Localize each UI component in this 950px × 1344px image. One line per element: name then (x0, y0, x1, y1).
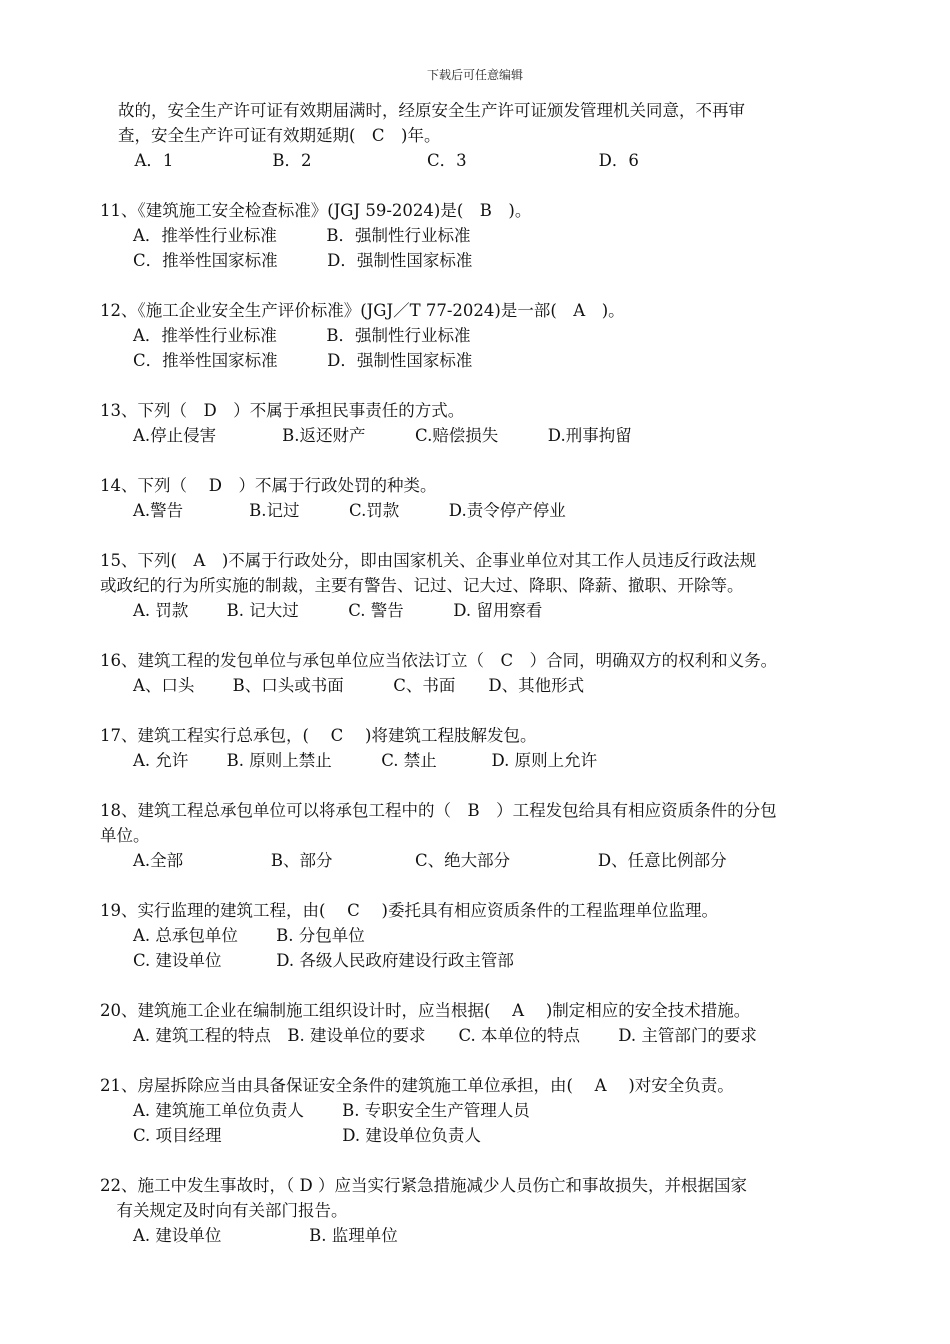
question-stem-line: 13、下列（ D ）不属于承担民事责任的方式。 (100, 401, 465, 420)
question-stem-line: 17、建筑工程实行总承包，( C )将建筑工程肢解发包。 (100, 726, 537, 745)
question-options-line: A.警告 B.记过 C.罚款 D.责令停产停业 (100, 501, 566, 520)
question-options-line: A. 建筑施工单位负责人 B. 专职安全生产管理人员 (100, 1101, 530, 1120)
page-header: 下载后可任意编辑 (426, 68, 523, 82)
question-stem-line: 12、《施工企业安全生产评价标准》(JGJ／T 77-2024)是一部( A )。 (100, 301, 625, 320)
question-options-line: C．推举性国家标准 D．强制性国家标准 (100, 351, 473, 370)
question-options-line: A. 允许 B. 原则上禁止 C. 禁止 D. 原则上允许 (100, 751, 598, 770)
intro-options: A．1 B．2 C．3 D．6 (118, 151, 639, 170)
question-stem-line: 或政纪的行为所实施的制裁，主要有警告、记过、记大过、降职、降薪、撤职、开除等。 (100, 576, 744, 595)
question-stem-line: 14、下列（ D ）不属于行政处罚的种类。 (100, 476, 437, 495)
question-options-line: A. 罚款 B. 记大过 C. 警告 D. 留用察看 (100, 601, 543, 620)
question-item (100, 898, 860, 973)
question-options-line: A．推举性行业标准 B．强制性行业标准 (100, 226, 471, 245)
question-item (100, 1073, 860, 1148)
question-stem-line: 21、房屋拆除应当由具备保证安全条件的建筑施工单位承担，由( A )对安全负责。 (100, 1076, 734, 1095)
question-stem-line: 15、下列( A )不属于行政处分，即由国家机关、企事业单位对其工作人员违反行政法规 (100, 551, 757, 570)
question-options-line: A. 总承包单位 B. 分包单位 (100, 926, 365, 945)
question-item (100, 473, 860, 523)
question-options-line: A.停止侵害 B.返还财产 C.赔偿损失 D.刑事拘留 (100, 426, 632, 445)
question-options-line: A. 建设单位 B. 监理单位 (100, 1226, 398, 1245)
question-item (100, 998, 860, 1048)
question-item (100, 398, 860, 448)
question-stem-line: 16、建筑工程的发包单位与承包单位应当依法订立（ C ）合同，明确双方的权利和义务。 (100, 651, 778, 670)
question-item (100, 298, 860, 373)
question-item (100, 548, 860, 623)
intro-line-2: 查，安全生产许可证有效期延期( C )年。 (118, 126, 441, 145)
question-item (100, 648, 860, 698)
question-options-line: C．推举性国家标准 D．强制性国家标准 (100, 251, 473, 270)
question-item (100, 798, 860, 873)
question-item (100, 198, 860, 273)
question-options-line: C. 建设单位 D. 各级人民政府建设行政主管部 (100, 951, 514, 970)
question-stem-line: 单位。 (100, 826, 150, 845)
question-stem-line: 22、施工中发生事故时，（ D ）应当实行紧急措施减少人员伤亡和事故损失，并根据国家 (100, 1176, 747, 1195)
question-options-line: A.全部 B、部分 C、绝大部分 D、任意比例部分 (100, 851, 727, 870)
question-options-line: A. 建筑工程的特点 B. 建设单位的要求 C. 本单位的特点 D. 主管部门的要求 (100, 1026, 757, 1045)
question-stem-line: 18、建筑工程总承包单位可以将承包工程中的（ B ）工程发包给具有相应资质条件的分包 (100, 801, 777, 820)
question-options-line: A．推举性行业标准 B．强制性行业标准 (100, 326, 471, 345)
question-list (100, 198, 860, 1248)
question-intro-continuation (100, 98, 860, 173)
question-stem-line: 有关规定及时向有关部门报告。 (100, 1201, 348, 1220)
question-stem-line: 11、《建筑施工安全检查标准》(JGJ 59-2024)是( B )。 (100, 201, 532, 220)
question-stem-line: 20、建筑施工企业在编制施工组织设计时，应当根据( A )制定相应的安全技术措施。 (100, 1001, 751, 1020)
question-options-line: A、口头 B、口头或书面 C、书面 D、其他形式 (100, 676, 585, 695)
intro-line-1: 故的，安全生产许可证有效期届满时，经原安全生产许可证颁发管理机关同意，不再审 (118, 101, 745, 120)
question-item (100, 723, 860, 773)
question-item (100, 1173, 860, 1248)
question-options-line: C. 项目经理 D. 建设单位负责人 (100, 1126, 481, 1145)
document-body (100, 98, 860, 1273)
question-stem-line: 19、实行监理的建筑工程，由( C )委托具有相应资质条件的工程监理单位监理。 (100, 901, 718, 920)
